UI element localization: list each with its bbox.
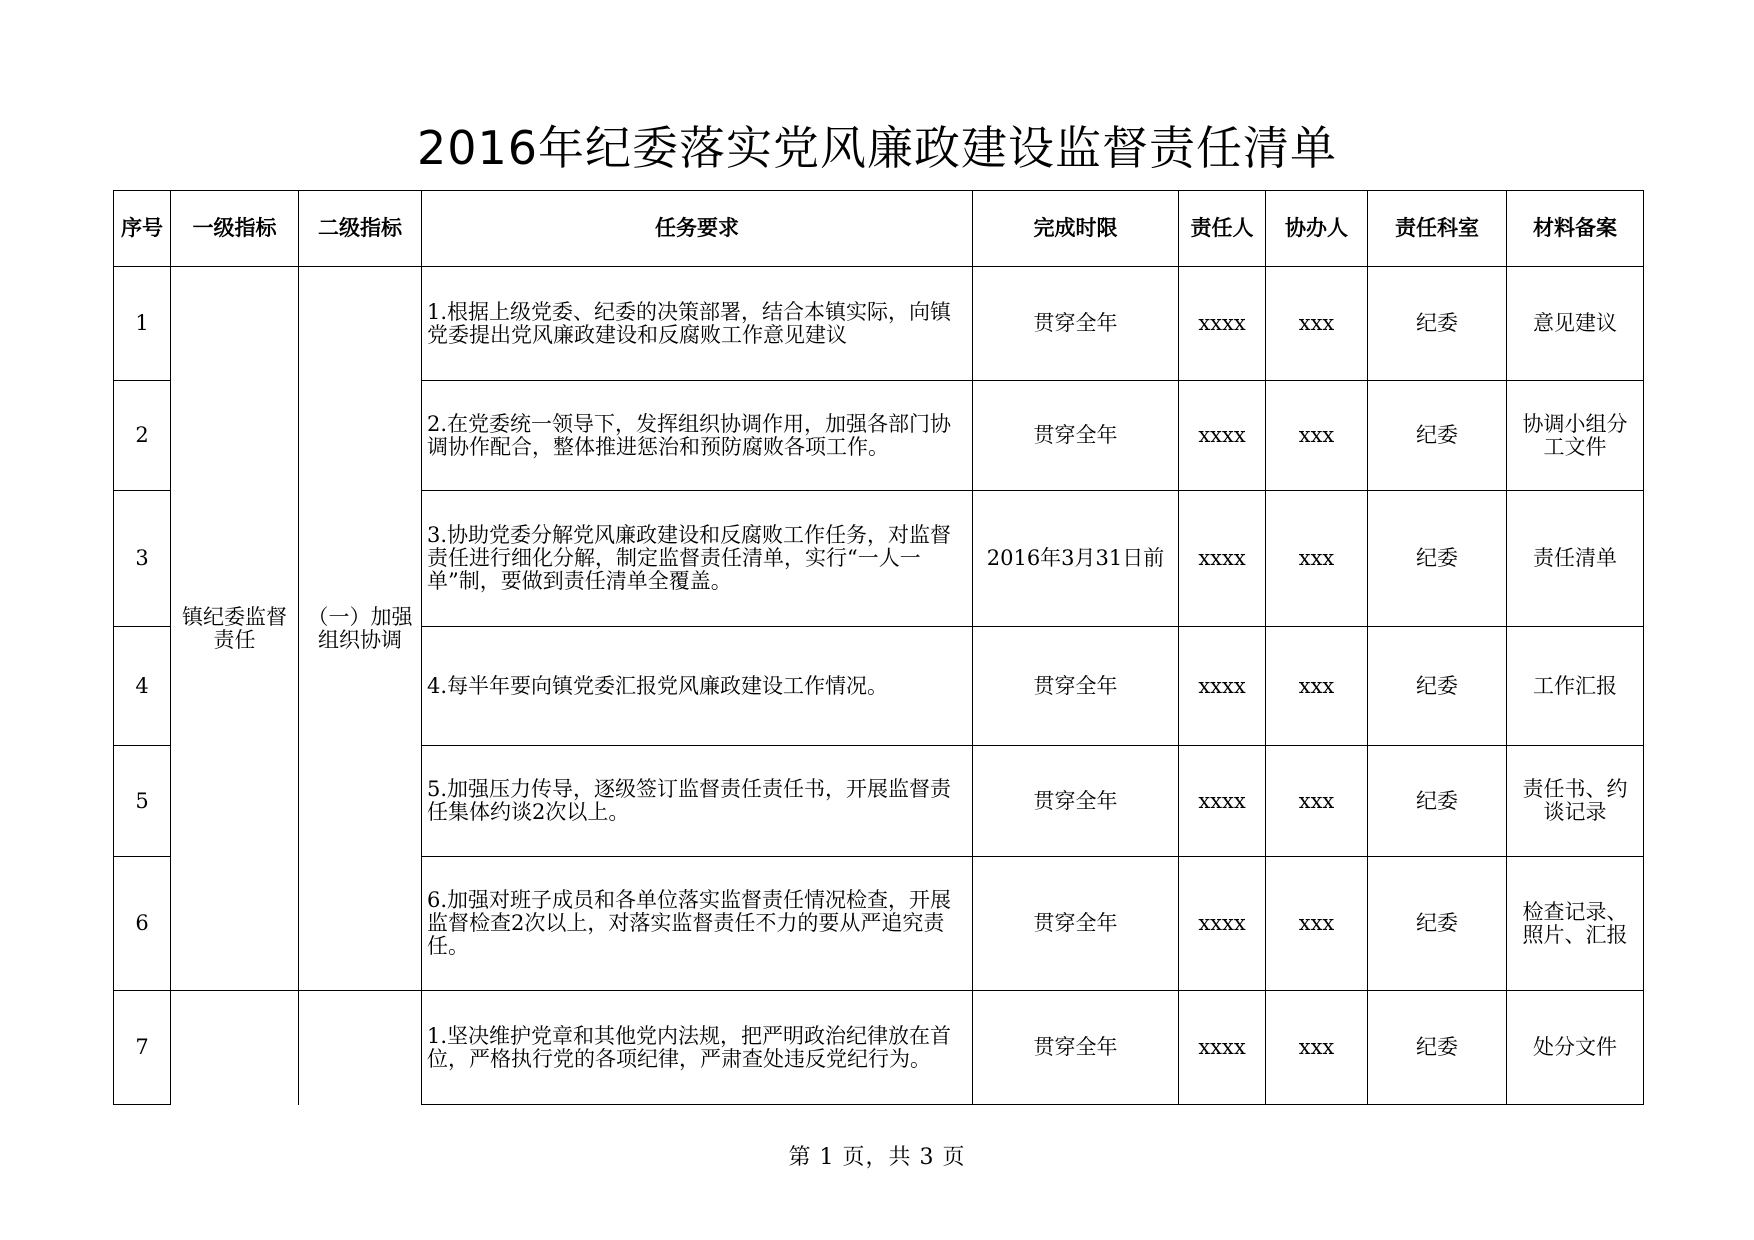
cell-deadline: 贯穿全年	[973, 746, 1179, 857]
cell-task: 4.每半年要向镇党委汇报党风廉政建设工作情况。	[422, 627, 973, 746]
cell-deadline: 贯穿全年	[973, 991, 1179, 1105]
header-assistant: 协办人	[1266, 191, 1368, 267]
cell-task: 1.坚决维护党章和其他党内法规，把严明政治纪律放在首位，严格执行党的各项纪律，严肃查处违反党纪行为。	[422, 991, 973, 1105]
cell-seq: 3	[114, 491, 171, 627]
cell-assistant: xxx	[1266, 746, 1368, 857]
cell-owner: xxxx	[1179, 627, 1266, 746]
page-title: 2016年纪委落实党风廉政建设监督责任清单	[416, 121, 1338, 175]
responsibility-table	[113, 190, 1644, 1105]
header-dept: 责任科室	[1368, 191, 1507, 267]
cell-materials: 检查记录、照片、汇报	[1507, 857, 1644, 991]
table-row	[114, 991, 1644, 1105]
cell-owner: xxxx	[1179, 746, 1266, 857]
cell-task: 6.加强对班子成员和各单位落实监督责任情况检查，开展监督检查2次以上，对落实监督责任不力的要从严追究责任。	[422, 857, 973, 991]
cell-seq: 7	[114, 991, 171, 1105]
cell-dept: 纪委	[1368, 381, 1507, 491]
cell-materials: 处分文件	[1507, 991, 1644, 1105]
cell-level1-continued	[171, 991, 299, 1105]
cell-assistant: xxx	[1266, 991, 1368, 1105]
cell-seq: 6	[114, 857, 171, 991]
cell-seq: 1	[114, 267, 171, 381]
cell-seq: 2	[114, 381, 171, 491]
cell-materials: 意见建议	[1507, 267, 1644, 381]
cell-level1-merged: 镇纪委监督责任	[171, 267, 299, 991]
cell-level2-merged: （一）加强组织协调	[299, 267, 422, 991]
table-header-row	[114, 191, 1644, 267]
cell-owner: xxxx	[1179, 381, 1266, 491]
cell-owner: xxxx	[1179, 267, 1266, 381]
cell-task: 1.根据上级党委、纪委的决策部署，结合本镇实际，向镇党委提出党风廉政建设和反腐败工作意见建议	[422, 267, 973, 381]
cell-task: 3.协助党委分解党风廉政建设和反腐败工作任务，对监督责任进行细化分解，制定监督责任清单，实行“一人一单”制，要做到责任清单全覆盖。	[422, 491, 973, 627]
cell-dept: 纪委	[1368, 267, 1507, 381]
cell-materials: 工作汇报	[1507, 627, 1644, 746]
cell-seq: 4	[114, 627, 171, 746]
cell-task: 5.加强压力传导，逐级签订监督责任责任书，开展监督责任集体约谈2次以上。	[422, 746, 973, 857]
cell-assistant: xxx	[1266, 267, 1368, 381]
cell-assistant: xxx	[1266, 857, 1368, 991]
cell-assistant: xxx	[1266, 491, 1368, 627]
cell-owner: xxxx	[1179, 857, 1266, 991]
cell-owner: xxxx	[1179, 991, 1266, 1105]
page-footer: 第 1 页，共 3 页	[788, 1145, 966, 1170]
cell-materials: 责任书、约谈记录	[1507, 746, 1644, 857]
cell-materials: 责任清单	[1507, 491, 1644, 627]
cell-task: 2.在党委统一领导下，发挥组织协调作用，加强各部门协调协作配合，整体推进惩治和预防腐败各项工作。	[422, 381, 973, 491]
cell-assistant: xxx	[1266, 381, 1368, 491]
cell-seq: 5	[114, 746, 171, 857]
cell-deadline: 贯穿全年	[973, 381, 1179, 491]
cell-dept: 纪委	[1368, 491, 1507, 627]
cell-level2-continued	[299, 991, 422, 1105]
cell-deadline: 贯穿全年	[973, 627, 1179, 746]
cell-dept: 纪委	[1368, 627, 1507, 746]
table-row	[114, 267, 1644, 381]
cell-owner: xxxx	[1179, 491, 1266, 627]
cell-deadline: 贯穿全年	[973, 857, 1179, 991]
cell-deadline: 2016年3月31日前	[973, 491, 1179, 627]
header-task: 任务要求	[422, 191, 973, 267]
cell-dept: 纪委	[1368, 857, 1507, 991]
cell-materials: 协调小组分工文件	[1507, 381, 1644, 491]
cell-dept: 纪委	[1368, 991, 1507, 1105]
cell-deadline: 贯穿全年	[973, 267, 1179, 381]
cell-dept: 纪委	[1368, 746, 1507, 857]
cell-assistant: xxx	[1266, 627, 1368, 746]
header-level2: 二级指标	[299, 191, 422, 267]
header-owner: 责任人	[1179, 191, 1266, 267]
header-deadline: 完成时限	[973, 191, 1179, 267]
header-level1: 一级指标	[171, 191, 299, 267]
header-materials: 材料备案	[1507, 191, 1644, 267]
header-seq: 序号	[114, 191, 171, 267]
